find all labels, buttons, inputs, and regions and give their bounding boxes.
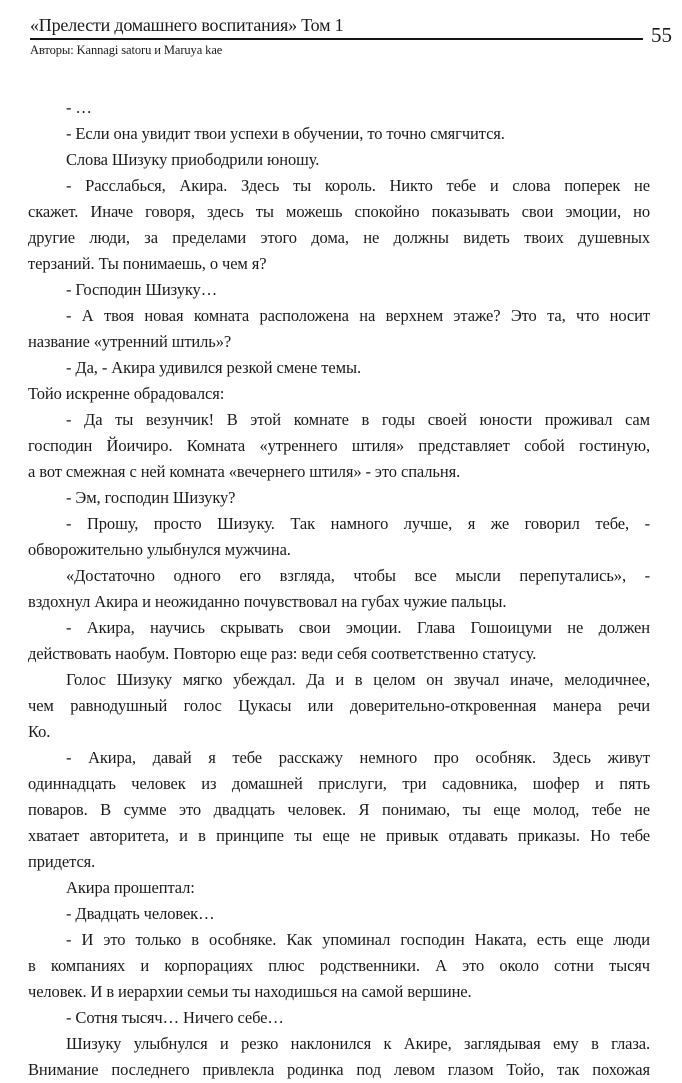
text-line: - Если она увидит твои успехи в обучении, то точно смягчится. <box>66 124 505 143</box>
page-content <box>28 95 650 1083</box>
text-line: одиннадцать человек из домашней прислуги, три садовника, шофер и пять <box>28 774 650 793</box>
header-rule <box>30 15 643 40</box>
text-line: действовать наобум. Повторю еще раз: веди себя соответственно статусу. <box>28 644 537 663</box>
text-line: - Эм, господин Шизуку? <box>66 488 236 507</box>
text-line: - Двадцать человек… <box>66 904 215 923</box>
page-number: 55 <box>651 23 672 47</box>
text-line: - Акира, научись скрывать свои эмоции. Глава Гошоицуми не должен <box>66 618 650 637</box>
text-line: - … <box>66 98 92 117</box>
text-line: обворожительно улыбнулся мужчина. <box>28 540 291 559</box>
authors-line: Авторы: Kannagi satoru и Maruya kae <box>30 43 223 57</box>
text-line: Тойо искренне обрадовался: <box>28 384 225 403</box>
text-line: - Акира, давай я тебе расскажу немного про особняк. Здесь живут <box>66 748 650 767</box>
text-line: Внимание последнего привлекла родинка под левом глазом Тойо, так похожая <box>28 1060 650 1079</box>
text-line: - Да, - Акира удивился резкой смене темы. <box>66 358 361 377</box>
text-line: Шизуку улыбнулся и резко наклонился к Акире, заглядывая ему в глаза. <box>66 1034 650 1053</box>
text-line: вздохнул Акира и неожиданно почувствовал на губах чужие пальцы. <box>28 592 507 611</box>
text-line: хватает авторитета, и в принципе ты еще не привык отдавать приказы. Но тебе <box>28 826 650 845</box>
text-line: другие люди, за пределами этого дома, не должны видеть твоих душевных <box>28 228 650 247</box>
book-title: «Прелести домашнего воспитания» Том 1 <box>30 15 344 35</box>
text-line: чем равнодушный голос Цукасы или доверительно-откровенная манера речи <box>28 696 650 715</box>
text-line: - Прошу, просто Шизуку. Так намного лучше, я же говорил тебе, - <box>66 514 650 533</box>
text-line: название «утренний штиль»? <box>28 332 232 351</box>
text-line: Акира прошептал: <box>66 878 195 897</box>
text-line: - Сотня тысяч… Ничего себе… <box>66 1008 284 1027</box>
text-line: «Достаточно одного его взгляда, чтобы все мысли перепутались», - <box>66 566 650 585</box>
text-line: Голос Шизуку мягко убеждал. Да и в целом он звучал иначе, мелодичнее, <box>66 670 650 689</box>
text-line: придется. <box>28 852 96 871</box>
text-line: - Да ты везунчик! В этой комнате в годы своей юности проживал сам <box>66 410 650 429</box>
text-line: Слова Шизуку приободрили юношу. <box>66 150 320 169</box>
text-line: господин Йоичиро. Комната «утреннего штиля» представляет собой гостиную, <box>28 436 650 455</box>
text-line: - А твоя новая комната расположена на верхнем этаже? Это та, что носит <box>66 306 650 325</box>
page <box>0 15 682 1079</box>
text-line: в компаниях и корпорациях плюс родственники. А это около сотни тысяч <box>28 956 650 975</box>
text-line: - Расслабься, Акира. Здесь ты король. Никто тебе и слова поперек не <box>66 176 650 195</box>
text-line: Ко. <box>28 722 51 741</box>
text-line: - И это только в особняке. Как упоминал господин Наката, есть еще люди <box>66 930 650 949</box>
text-line: терзаний. Ты понимаешь, о чем я? <box>28 254 267 273</box>
text-line: а вот смежная с ней комната «вечернего штиля» - это спальня. <box>28 462 461 481</box>
text-line: поваров. В сумме это двадцать человек. Я понимаю, ты еще молод, тебе не <box>28 800 650 819</box>
text-line: - Господин Шизуку… <box>66 280 218 299</box>
header <box>30 15 672 47</box>
text-line: человек. И в иерархии семьи ты находишься на самой вершине. <box>28 982 472 1001</box>
text-line: скажет. Иначе говоря, здесь ты можешь спокойно показывать свои эмоции, но <box>28 202 650 221</box>
